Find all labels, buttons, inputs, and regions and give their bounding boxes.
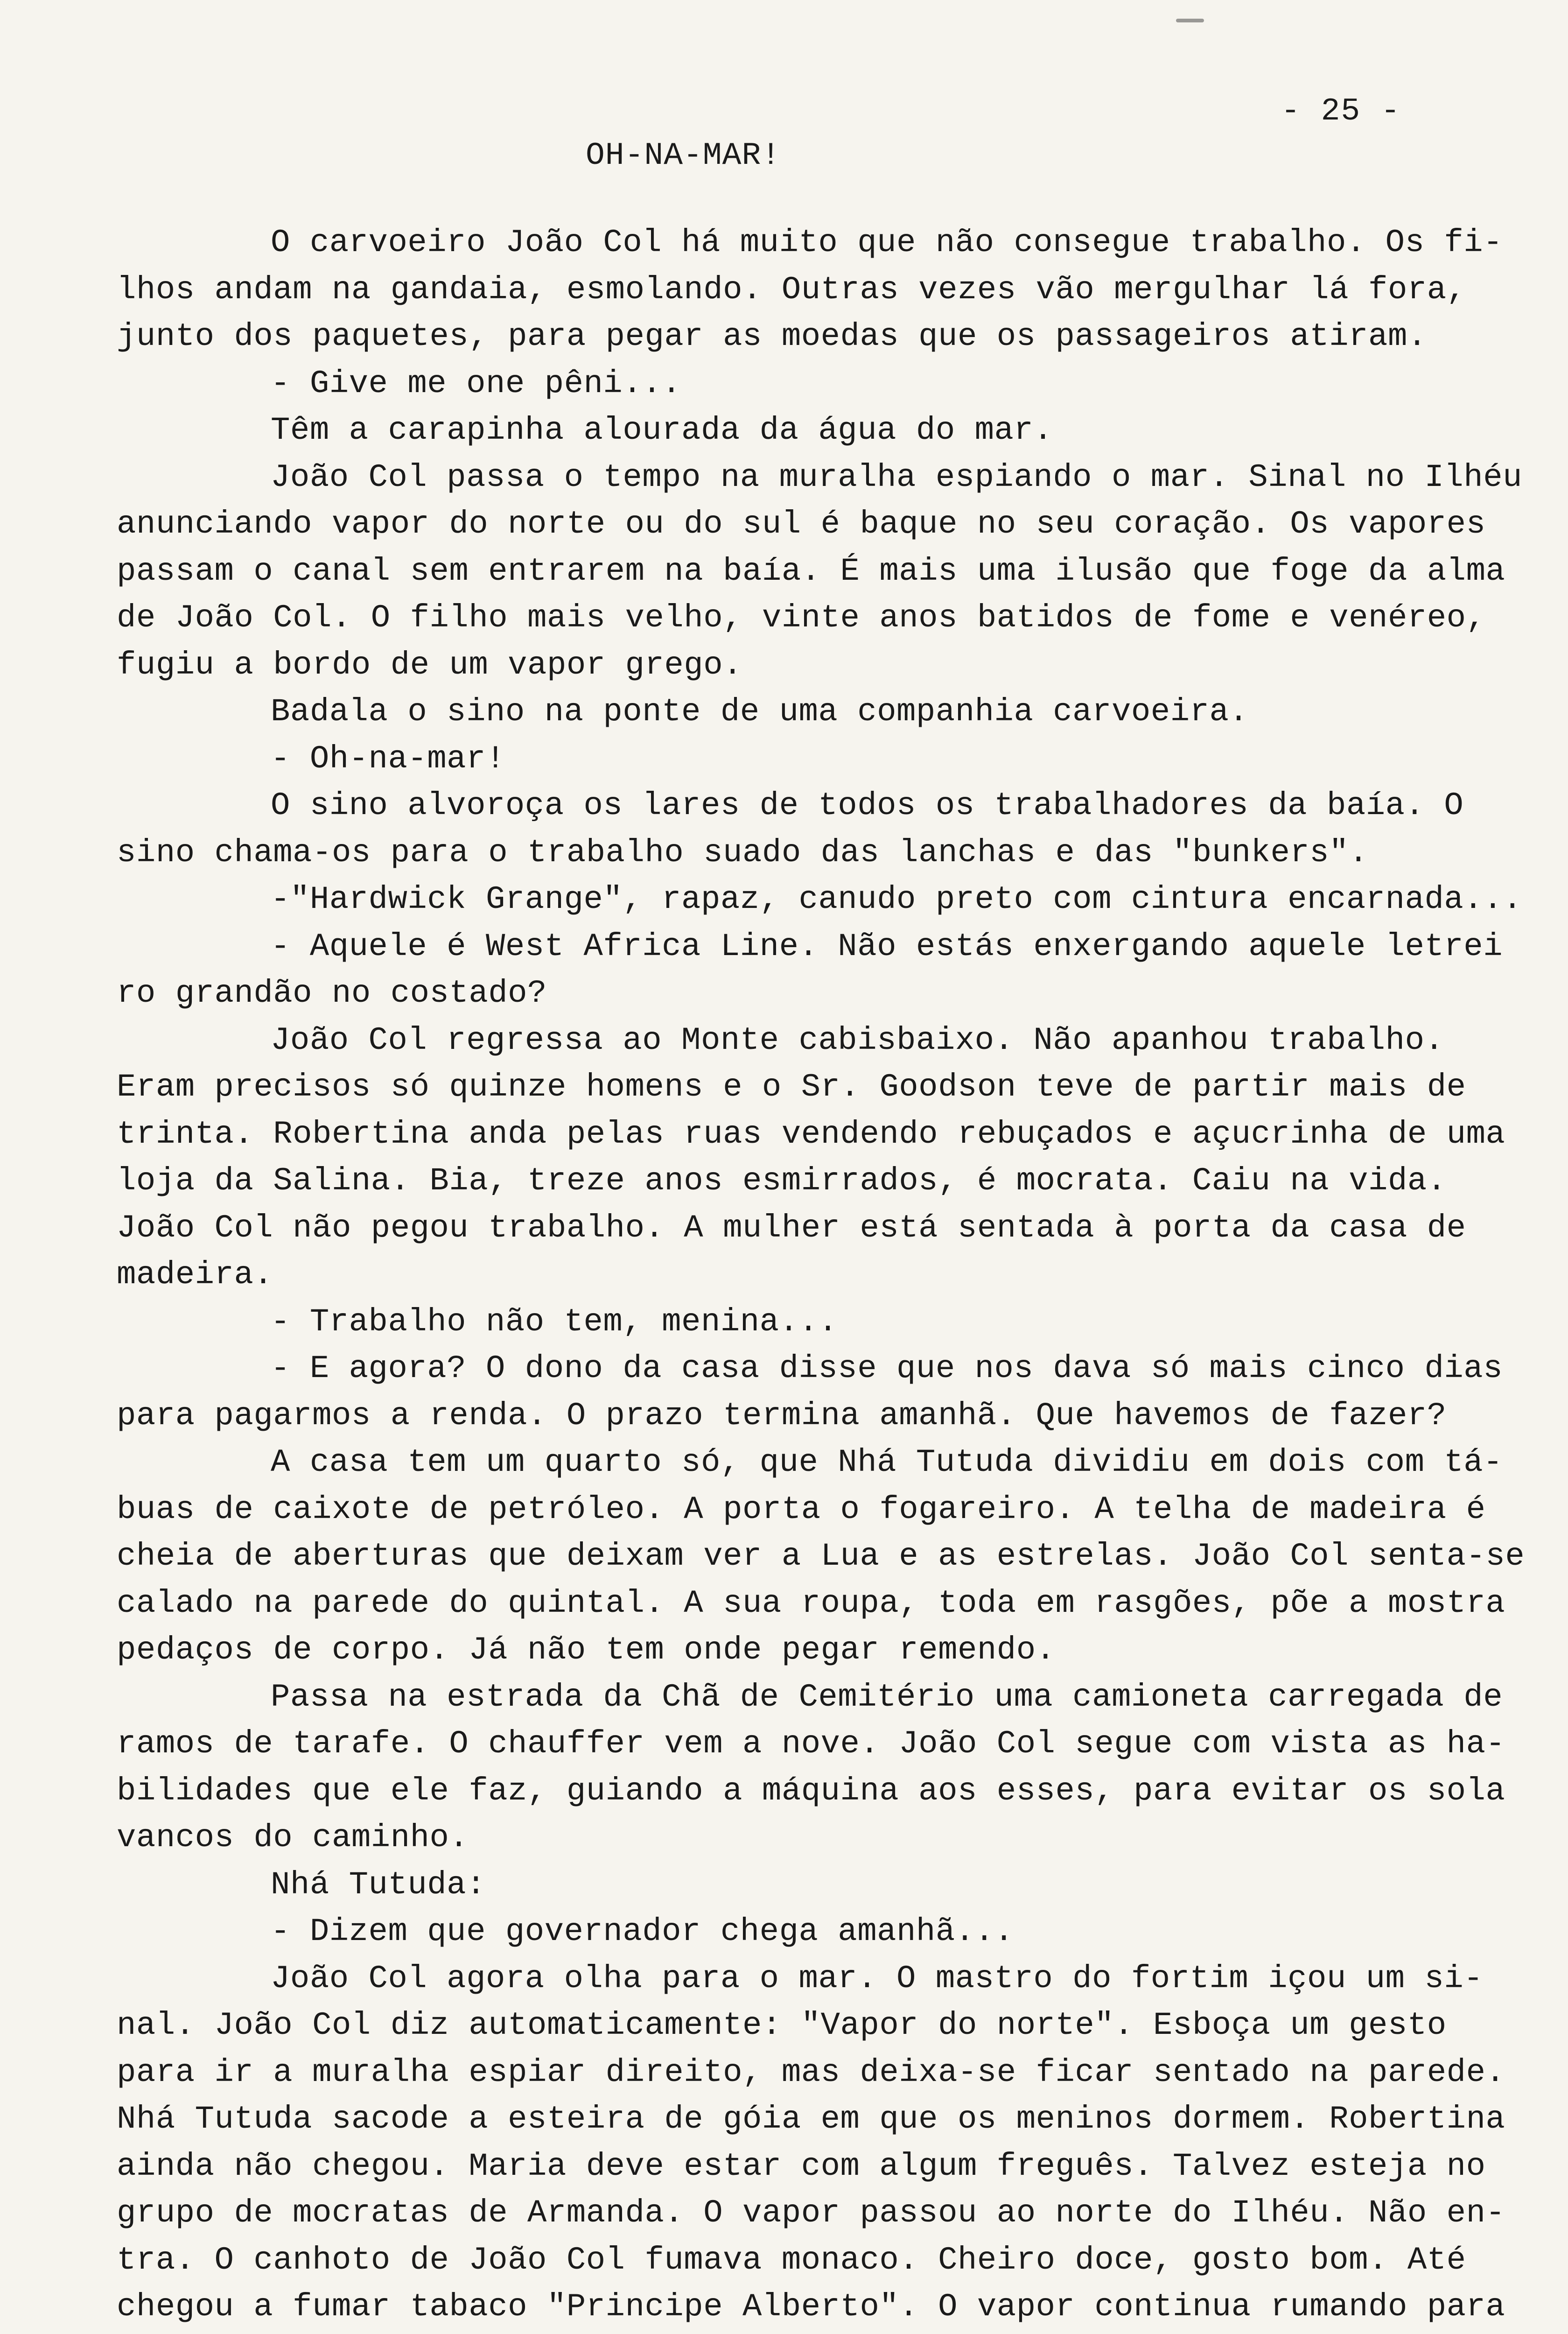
text-line: grupo de mocratas de Armanda. O vapor passou ao norte do Ilhéu. Não en- [117,2195,1505,2231]
page-number: - 25 - [1281,93,1401,129]
text-line: João Col agora olha para o mar. O mastro do fortim içou um si- [271,1960,1484,1997]
text-line: ainda não chegou. Maria deve estar com algum freguês. Talvez esteja no [117,2148,1486,2185]
text-line: junto dos paquetes, para pegar as moedas que os passageiros atiram. [117,318,1427,355]
text-line: anunciando vapor do norte ou do sul é baque no seu coração. Os vapores [117,506,1486,542]
text-line: ro grandão no costado? [117,975,547,1012]
text-line: Passa na estrada da Chã de Cemitério uma camioneta carregada de [271,1679,1503,1715]
text-line: vancos do caminho. [117,1820,469,1856]
text-line: bilidades que ele faz, guiando a máquina aos esses, para evitar os sola [117,1772,1505,1809]
text-line: para pagarmos a renda. O prazo termina amanhã. Que havemos de fazer? [117,1397,1447,1434]
chapter-title: OH-NA-MAR! [586,138,781,174]
text-line: nal. João Col diz automaticamente: "Vapor do norte". Esboça um gesto [117,2007,1447,2044]
text-line: ramos de tarafe. O chauffer vem a nove. João Col segue com vista as ha- [117,1726,1505,1762]
text-line: - Dizem que governador chega amanhã... [271,1913,1014,1950]
text-line: chegou a fumar tabaco "Principe Alberto". O vapor continua rumando para [117,2289,1505,2325]
text-line: Badala o sino na ponte de uma companhia carvoeira. [271,694,1249,730]
text-line: - E agora? O dono da casa disse que nos dava só mais cinco dias [271,1350,1503,1387]
scan-artifact [1176,19,1204,22]
text-line: passam o canal sem entrarem na baía. É mais uma ilusão que foge da alma [117,553,1505,590]
text-line: Eram precisos só quinze homens e o Sr. Goodson teve de partir mais de [117,1069,1466,1105]
text-line: pedaços de corpo. Já não tem onde pegar remendo. [117,1632,1056,1668]
text-line: Nhá Tutuda: [271,1866,486,1903]
text-line: O carvoeiro João Col há muito que não consegue trabalho. Os fi- [271,225,1503,261]
text-line: -"Hardwick Grange", rapaz, canudo preto com cintura encarnada... [271,881,1523,918]
text-line [117,2331,1493,2334]
text-line: tra. O canhoto de João Col fumava monaco. Cheiro doce, gosto bom. Até [117,2242,1466,2278]
text-line: fugiu a bordo de um vapor grego. [117,647,743,683]
text-line: para ir a muralha espiar direito, mas deixa-se ficar sentado na parede. [117,2054,1505,2091]
text-line: A casa tem um quarto só, que Nhá Tutuda dividiu em dois com tá- [271,1444,1503,1481]
text-line: buas de caixote de petróleo. A porta o fogareiro. A telha de madeira é [117,1491,1486,1528]
text-line: O sino alvoroça os lares de todos os trabalhadores da baía. O [271,787,1464,824]
text-line: madeira. [117,1257,273,1293]
text-line: - Oh-na-mar! [271,740,505,777]
text-line: Têm a carapinha alourada da água do mar. [271,412,1053,449]
text-line: sino chama-os para o trabalho suado das lanchas e das "bunkers". [117,834,1369,871]
text-line: trinta. Robertina anda pelas ruas vendendo rebuçados e açucrinha de uma [117,1116,1505,1153]
text-line: lhos andam na gandaia, esmolando. Outras vezes vão mergulhar lá fora, [117,271,1466,308]
text-line: de João Col. O filho mais velho, vinte anos batidos de fome e venéreo, [117,600,1486,636]
text-line: loja da Salina. Bia, treze anos esmirrados, é mocrata. Caiu na vida. [117,1163,1447,1199]
body-text [117,219,1525,2334]
text-line: calado na parede do quintal. A sua roupa, toda em rasgões, põe a mostra [117,1585,1505,1622]
text-line: - Trabalho não tem, menina... [271,1303,838,1340]
text-line: João Col regressa ao Monte cabisbaixo. Não apanhou trabalho. [271,1022,1444,1059]
text-line: cheia de aberturas que deixam ver a Lua e as estrelas. João Col senta-se [117,1538,1525,1575]
text-line: João Col passa o tempo na muralha espiando o mar. Sinal no Ilhéu [271,459,1523,496]
text-line: Nhá Tutuda sacode a esteira de góia em que os meninos dormem. Robertina [117,2101,1505,2137]
text-line: - Aquele é West Africa Line. Não estás enxergando aquele letrei [271,928,1503,965]
text-line: - Give me one pêni... [271,365,682,402]
text-line: João Col não pegou trabalho. A mulher está sentada à porta da casa de [117,1209,1466,1246]
